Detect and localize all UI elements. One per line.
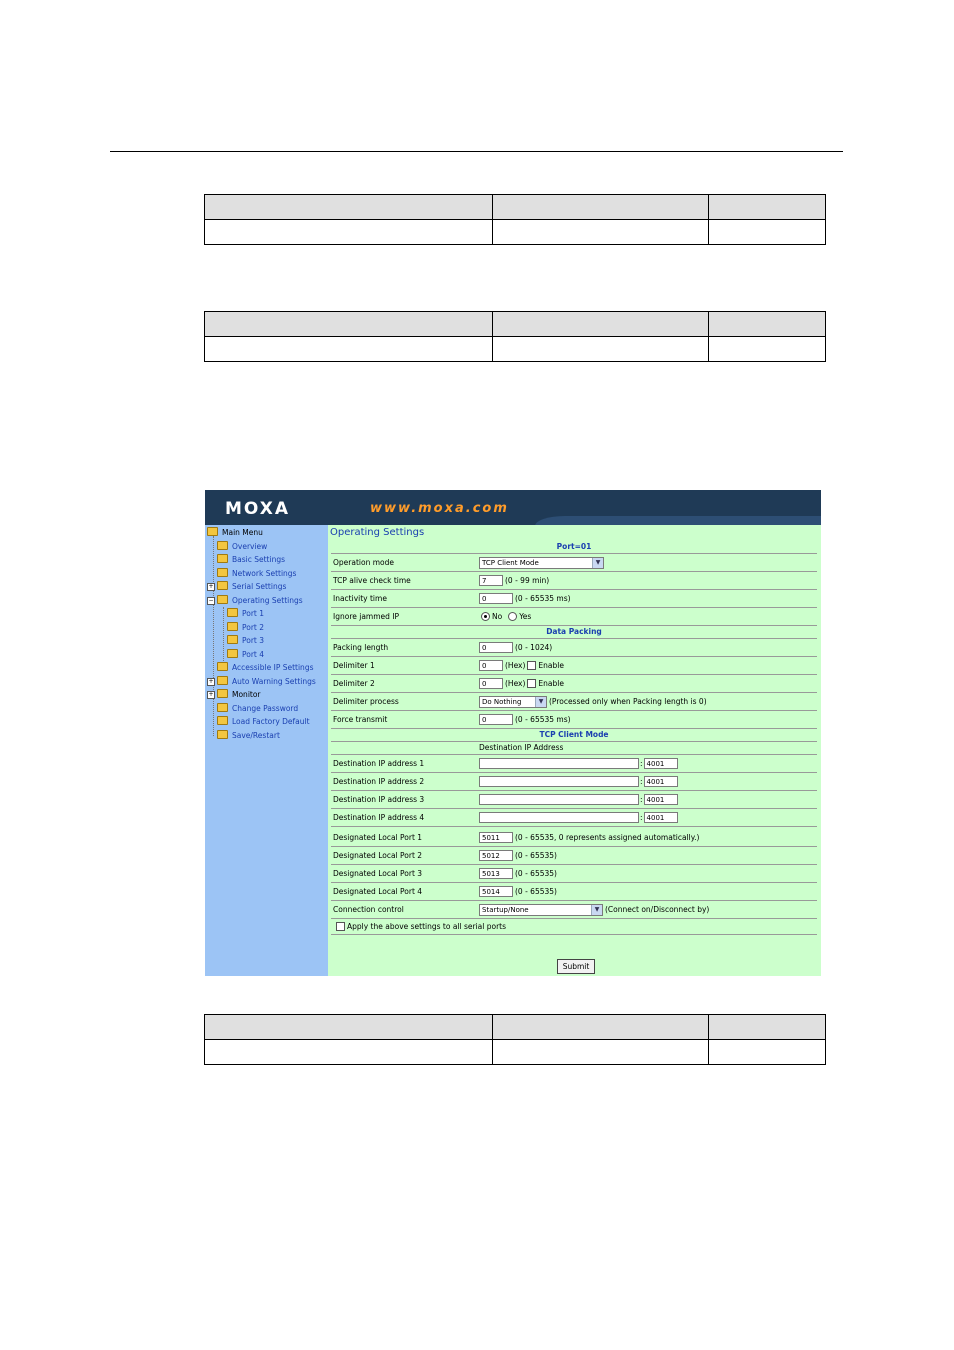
row-apply-all (331, 919, 817, 935)
folder-icon (227, 622, 238, 631)
row-value (479, 591, 571, 606)
sidebar-menu (205, 525, 328, 976)
chevron-down-icon: ▼ (591, 905, 602, 915)
tcp-alive-hint: (0 - 99 min) (505, 576, 550, 585)
delimiter-process-select[interactable] (479, 696, 547, 708)
row-value (334, 919, 506, 934)
operation-mode-select[interactable] (479, 557, 604, 569)
tree-line (223, 607, 224, 661)
select-value: TCP Client Mode (482, 558, 539, 567)
local-port-4-input[interactable]: 5014 (479, 886, 513, 897)
row-value (479, 848, 557, 863)
row-label: Force transmit (333, 715, 388, 724)
row-value (479, 573, 549, 588)
delimiter-2-enable-checkbox[interactable] (527, 679, 536, 688)
sidebar-item-label[interactable]: Port 3 (242, 636, 265, 645)
sidebar-item-label[interactable]: Port 2 (242, 623, 265, 632)
table-cell (493, 337, 709, 362)
local-port-4-hint: (0 - 65535) (515, 887, 557, 896)
delimiter-2-input[interactable]: 0 (479, 678, 503, 689)
row-value (479, 640, 552, 655)
sidebar-item-label[interactable]: Serial Settings (232, 582, 287, 591)
local-port-3-input[interactable]: 5013 (479, 868, 513, 879)
row-value (479, 694, 707, 709)
sidebar-item-label[interactable]: Port 1 (242, 609, 265, 618)
row-label: Connection control (333, 905, 404, 914)
folder-icon (217, 703, 228, 712)
apply-all-label: Apply the above settings to all serial ports (347, 922, 507, 931)
sidebar-item-label[interactable]: Save/Restart (232, 731, 280, 740)
sidebar-item-serial-settings[interactable] (208, 581, 287, 593)
sidebar-item-basic-settings[interactable] (217, 554, 285, 566)
table-row (205, 220, 826, 245)
table-cell (709, 337, 826, 362)
apply-all-checkbox[interactable] (336, 922, 345, 931)
destination-ip-2-input[interactable] (479, 776, 639, 787)
table-cell (205, 1040, 493, 1065)
destination-port-3-input[interactable]: 4001 (644, 794, 678, 805)
row-local-port-1 (331, 829, 817, 847)
row-destination-ip-4 (331, 809, 817, 827)
table-header-row (205, 312, 826, 337)
row-destination-ip-3 (331, 791, 817, 809)
row-value: : 4001 (479, 756, 680, 771)
inactivity-input[interactable]: 0 (479, 593, 513, 604)
section-data-packing: Data Packing (331, 626, 817, 639)
sidebar-item-port-2[interactable] (227, 622, 264, 634)
row-destination-ip-1 (331, 755, 817, 773)
row-value (479, 830, 699, 845)
banner-curve (535, 516, 821, 525)
folder-icon (227, 649, 238, 658)
table-cell (205, 312, 493, 337)
sidebar-item-label[interactable]: Port 4 (242, 650, 265, 659)
table-cell (493, 220, 709, 245)
folder-icon (217, 676, 228, 685)
delimiter-1-enable-checkbox[interactable] (527, 661, 536, 670)
row-force-transmit (331, 711, 817, 729)
main-panel (328, 525, 821, 976)
table-cell (709, 1040, 826, 1065)
tcp-alive-input[interactable]: 7 (479, 575, 503, 586)
sidebar-item-label[interactable]: Network Settings (232, 569, 297, 578)
folder-open-icon (217, 595, 228, 604)
destination-port-2-input[interactable]: 4001 (644, 776, 678, 787)
enable-label: Enable (538, 661, 564, 670)
packing-length-input[interactable]: 0 (479, 642, 513, 653)
row-label: Packing length (333, 643, 389, 652)
sidebar-item-label[interactable]: Basic Settings (232, 555, 286, 564)
table-row (205, 1040, 826, 1065)
row-local-port-3 (331, 865, 817, 883)
sidebar-item-load-factory-default[interactable] (217, 716, 310, 728)
select-value: Startup/None (482, 905, 529, 914)
expand-icon[interactable]: + (208, 691, 214, 698)
sidebar-item-port-4[interactable] (227, 649, 264, 661)
section-port: Port=01 (331, 541, 817, 554)
sidebar-item-label[interactable]: Change Password (232, 704, 299, 713)
folder-icon (217, 541, 228, 550)
local-port-1-input[interactable]: 5011 (479, 832, 513, 843)
folder-icon (217, 689, 228, 698)
sidebar-root[interactable] (207, 527, 263, 539)
row-connection-control (331, 901, 817, 919)
row-ignore-jammed (331, 608, 817, 626)
row-delimiter-2 (331, 675, 817, 693)
settings-table-3 (204, 1014, 826, 1065)
row-value (479, 712, 571, 727)
destination-port-4-input[interactable]: 4001 (644, 812, 678, 823)
folder-icon (217, 554, 228, 563)
sidebar-item-auto-warning[interactable] (208, 676, 316, 688)
expand-icon[interactable]: + (208, 583, 214, 590)
folder-icon (217, 581, 228, 590)
row-label: Destination IP address 4 (333, 813, 425, 822)
table-cell (205, 220, 493, 245)
radio-label-no: No (492, 612, 503, 621)
collapse-icon[interactable]: − (208, 597, 214, 604)
moxa-logo: MOXA (225, 499, 291, 519)
row-destination-ip-2 (331, 773, 817, 791)
moxa-url[interactable]: www.moxa.com (370, 501, 509, 516)
row-local-port-2 (331, 847, 817, 865)
force-transmit-input[interactable]: 0 (479, 714, 513, 725)
table-cell (205, 1015, 493, 1040)
delimiter-1-input[interactable]: 0 (479, 660, 503, 671)
row-value: : 4001 (479, 774, 680, 789)
row-label: Delimiter 1 (333, 661, 375, 670)
sidebar-item-save-restart[interactable] (217, 730, 280, 742)
expand-icon[interactable]: + (208, 678, 214, 685)
row-label: Operation mode (333, 558, 394, 567)
hex-label: (Hex) (505, 679, 526, 688)
inactivity-hint: (0 - 65535 ms) (515, 594, 571, 603)
web-console-screenshot (205, 490, 821, 976)
row-local-port-4 (331, 883, 817, 901)
submit-button[interactable]: Submit (557, 959, 595, 974)
row-value: : 4001 (479, 792, 680, 807)
sidebar-item-network-settings[interactable] (217, 568, 296, 580)
folder-icon (217, 662, 228, 671)
table-cell (709, 220, 826, 245)
select-value: Do Nothing (482, 697, 522, 706)
hex-label: (Hex) (505, 661, 526, 670)
row-label: TCP alive check time (333, 576, 411, 585)
folder-open-icon (207, 527, 218, 536)
row-delimiter-1 (331, 657, 817, 675)
row-label: Designated Local Port 1 (333, 833, 423, 842)
table-cell (493, 1040, 709, 1065)
jammed-yes-radio[interactable] (508, 612, 517, 621)
local-port-2-input[interactable]: 5012 (479, 850, 513, 861)
force-transmit-hint: (0 - 65535 ms) (515, 715, 571, 724)
sidebar-item-label[interactable]: Overview (232, 542, 268, 551)
header-rule (110, 151, 843, 152)
row-delimiter-process (331, 693, 817, 711)
row-label: Inactivity time (333, 594, 387, 603)
row-operation-mode (331, 554, 817, 572)
sidebar-root-label: Main Menu (222, 528, 263, 537)
sidebar-item-overview[interactable] (217, 541, 267, 553)
row-label: Destination IP address 2 (333, 777, 425, 786)
folder-icon (217, 716, 228, 725)
row-label: Delimiter 2 (333, 679, 375, 688)
delimiter-process-hint: (Processed only when Packing length is 0) (549, 697, 707, 706)
connection-control-hint: (Connect on/Disconnect by) (605, 905, 710, 914)
row-value (479, 676, 564, 691)
enable-label: Enable (538, 679, 564, 688)
sidebar-item-port-1[interactable] (227, 608, 264, 620)
row-inactivity (331, 590, 817, 608)
tree-line (213, 536, 214, 736)
row-packing-length (331, 639, 817, 657)
table-cell (205, 195, 493, 220)
sidebar-item-port-3[interactable] (227, 635, 264, 647)
sidebar-item-label[interactable]: Accessible IP Settings (232, 663, 314, 672)
table-cell (493, 1015, 709, 1040)
sidebar-item-label[interactable]: Operating Settings (232, 596, 303, 605)
chevron-down-icon: ▼ (535, 697, 546, 707)
table-cell (493, 195, 709, 220)
row-value (479, 884, 557, 899)
local-port-2-hint: (0 - 65535) (515, 851, 557, 860)
folder-icon (227, 635, 238, 644)
row-value (479, 658, 564, 673)
radio-label-yes: Yes (519, 612, 532, 621)
row-label: Destination IP address 1 (333, 759, 425, 768)
table-row (205, 337, 826, 362)
sidebar-item-label[interactable]: Monitor (232, 690, 261, 699)
row-tcp-alive (331, 572, 817, 590)
row-label: Destination IP address 3 (333, 795, 425, 804)
table-cell (709, 195, 826, 220)
destination-port-1-input[interactable]: 4001 (644, 758, 678, 769)
settings-table-1 (204, 194, 826, 245)
row-value (479, 866, 557, 881)
table-cell (493, 312, 709, 337)
packing-length-hint: (0 - 1024) (515, 643, 553, 652)
table-cell (709, 312, 826, 337)
destination-ip-1-input[interactable] (479, 758, 639, 769)
chevron-down-icon: ▼ (592, 558, 603, 568)
sidebar-item-label[interactable]: Load Factory Default (232, 717, 310, 726)
row-label: Designated Local Port 4 (333, 887, 423, 896)
folder-icon (217, 730, 228, 739)
row-label: Delimiter process (333, 697, 399, 706)
table-cell (205, 337, 493, 362)
sidebar-item-monitor[interactable] (208, 689, 261, 701)
local-port-3-hint: (0 - 65535) (515, 869, 557, 878)
settings-table-2 (204, 311, 826, 362)
row-value (479, 609, 531, 624)
destination-ip-3-input[interactable] (479, 794, 639, 805)
table-header-row (205, 195, 826, 220)
row-value (479, 555, 606, 570)
sidebar-item-accessible-ip[interactable] (217, 662, 313, 674)
jammed-no-radio[interactable] (481, 612, 490, 621)
destination-ip-4-input[interactable] (479, 812, 639, 823)
row-label: Designated Local Port 3 (333, 869, 423, 878)
sidebar-item-operating-settings[interactable] (208, 595, 303, 607)
sidebar-item-change-password[interactable] (217, 703, 298, 715)
local-port-1-hint: (0 - 65535, 0 represents assigned automatically.) (515, 833, 700, 842)
row-value (479, 902, 709, 917)
page-title: Operating Settings (330, 527, 425, 538)
section-tcp-client: TCP Client Mode (331, 729, 817, 742)
row-label: Ignore jammed IP (333, 612, 400, 621)
dest-ip-header: Destination IP Address (479, 743, 564, 752)
sidebar-item-label[interactable]: Auto Warning Settings (232, 677, 316, 686)
row-dest-header (331, 742, 817, 755)
folder-icon (217, 568, 228, 577)
row-value: : 4001 (479, 810, 680, 825)
connection-control-select[interactable] (479, 904, 603, 916)
table-cell (709, 1015, 826, 1040)
folder-icon (227, 608, 238, 617)
row-label: Designated Local Port 2 (333, 851, 423, 860)
table-header-row (205, 1015, 826, 1040)
moxa-banner (205, 490, 821, 525)
